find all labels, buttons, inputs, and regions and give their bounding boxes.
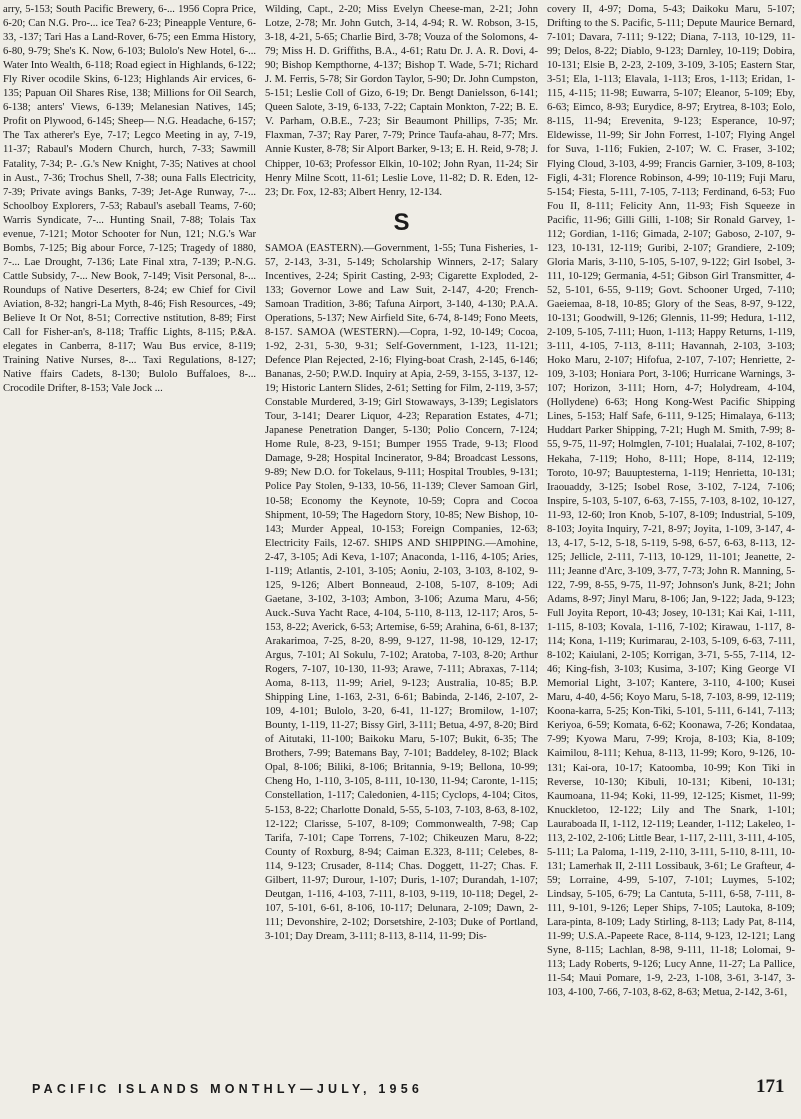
publication-line: PACIFIC ISLANDS MONTHLY—JULY, 1956	[32, 1082, 424, 1096]
column-left	[0, 3, 262, 1061]
index-text-middle-bottom: SAMOA (EASTERN).—Government, 1-55; Tuna Fisheries, 1-57, 2-143, 3-31, 5-149; Scholarship Winners, 2-17; Salary Incentives, 2-24; Spirit Casting, 2-93; Cigarette Exploded, 2-133; Governor Lowe and Law Suit, 2-147, 4-20; French-Samoan Tradition, 3-86; Tafuna Airport, 3-140, 4-130; P.A.A. Operations, 5-137; New Airfield Site, 6-74, 8-149; Fono Meets, 8-157. SAMOA (WESTERN).—Copra, 1-92, 10-149; Cocoa, 1-92, 2-31, 5-30, 9-31; Self-Government, 1-123, 11-121; Defence Plan Rejected, 2-16; Flying-boat Crash, 2-145, 6-146; Bananas, 2-50; P.W.D. Inquiry at Apia, 2-59, 3-155, 3-137, 12-19; Historic Lantern Slides, 2-61; Setting for Film, 2-119, 3-57; Constable Murdered, 3-19; Girl Stowaways, 3-139; Legislators Tour, 3-141; Dearer Liquor, 4-23; Reparation Estates, 4-71; Japanese Penetration Danger, 5-130; Polio Concern, 7-124; Home Rule, 8-23, 9-151; Bumper 1955 Trade, 9-13; Flood Damage, 9-28; Hospital Incinerator, 9-84; Broadcast Lessons, 9-89; New D.O. for Tokelaus, 9-111; Hospital Troubles, 9-131; Police Pay Stolen, 9-133, 10-56, 11-139; Clever Samoan Girl, 10-58; Economy the Keynote, 10-59; Copra and Cocoa Shipment, 10-59; The Hagedorn Story, 10-85; New Bishop, 10-143; Murder Appeal, 10-153; Foreign Companies, 12-63; Electricity Fails, 12-67. SHIPS AND SHIPPING.—Amohine, 2-47, 3-105; Adi Keva, 1-107; Anaconda, 1-116, 4-105; Aries, 1-119; Atlantis, 2-101, 3-105; Aoniu, 2-103, 3-103, 8-102, 9-125, 9-126; Albert Bonneaud, 2-108, 5-107, 8-109; Adi Gaetane, 3-102, 3-103; Ambon, 3-106; Azuma Maru, 4-56; Auck.-Suva Yacht Race, 4-104, 5-110, 8-113, 12-117; Aros, 5-153, 8-22; Averick, 6-53; Artemise, 6-59; Arahina, 6-61, 8-137; Arakarimoa, 7-25, 8-20, 8-99, 9-127, 11-98, 10-129, 12-17; Argus, 7-101; Al Sokulu, 7-102; Aratoba, 7-103, 8-20; Arthur Rogers, 7-107, 10-130, 11-93; Arawe, 7-111; Abraxas, 7-114; Aoma, 8-113, 11-99; Ariel, 9-123; Australia, 10-85; B.P. Shipping Line, 1-163, 2-31, 6-61; Babinda, 2-146, 2-107, 2-109, 4-101; Bulolo, 3-20, 6-41, 11-127; Bromilow, 1-107; Bounty, 1-119, 11-27; Bissy Girl, 3-111; Betua, 4-97, 8-20; Bird of Aitutaki, 11-100; Baikoku Maru, 5-107; Bukit, 6-35; The Brothers, 7-99; Batemans Bay, 7-101; Baddeley, 8-102; Black Opal, 8-106; Biliki, 8-106; Britannia, 9-19; Bellona, 10-99; Cheng Ho, 1-110, 3-105, 8-111, 10-130, 11-94; Caronte, 1-115; Constellation, 1-117; Caledonien, 4-115; Cyclops, 4-104; Citos, 5-153, 8-22; Charlotte Donald, 5-55, 5-103, 7-103, 8-63, 8-102, 12-122; Clarisse, 5-107, 8-109; Commonwealth, 7-98; Cap Tarifa, 7-101; Cape Torrens, 7-102; Chikeuzen Maru, 8-22; County of Roxburg, 8-94; Caiman E.323, 8-111; Celebes, 8-114, 9-123; Crusader, 8-114; Chas. Doggett, 11-27; Chas. F. Gilbert, 11-97; Durour, 1-107; Duris, 1-107; Durandah, 1-107; Deutgan, 1-116, 4-103, 7-111, 8-103, 9-119, 10-118; Degel, 2-107, 5-101, 6-61, 8-106, 10-117; Delunara, 2-109; Dawn, 2-111; Devonshire, 2-102; Dorsetshire, 2-103; Duke of Portland, 3-101; Day Dream, 3-111; 8-113, 8-114, 11-99; Dis-	[265, 242, 538, 942]
index-text-left: arry, 5-153; South Pacific Brewery, 6-... 1956 Copra Price, 6-20; Can N.G. Pro-... ice Tea? 6-23; Pineapple Venture, 6-33, -137; Tari Has a Land-Rover, 6-75; een Emma History, 6-80, 9-79; She's K. Now, 6-103; Bulolo's New Hotel, 6-... Water Into Wealth, 6-118; Road egiect in Highlands, 6-122; Fly River ocodile Skins, 6-123; Highlands Air ervices, 6-135; Papuan Oil Shares Rise, 138; Millions for Oil Search, 6-138; anters' Views, 6-139; Melanesian Natives, 145; Profit on Plywood, 6-145; Sheep— N.G. Headache, 6-157; The Tax atherer's Eye, 7-17; Legco Meeting in ay, 7-19, 11-37; Rabaul's Modern Church, hurch, 7-33; Sawmill Fatality, 7-34; P.- .G.'s New Knight, 7-35; Natives at chool in Aust., 7-36; Trochus Shell, 7-38; ouna Falls Electricity, 7-39; Private avings Banks, 7-39; Jet-Age Runway, 7-... Schoolboy Explorers, 7-53; Rabaul's aseball Teams, 7-60; Warris Syndicate, 7-... Hunting Snail, 7-88; Tolais Tax evenue, 7-121; Motor Schooter for Nun, 121; N.G.'s War Bombs, 7-125; Big abour Force, 7-125; Tragedy of 1880, 7-... Lae Drought, 7-136; Late Final xtra, 7-139; P.-N.G. Cattle Subsidy, 7-... New Book, 7-149; Visit Personal, 8-... Roundups of Native Deserters, 8-24; ew Chief for Civil Aviation, 8-32; hangri-La Myth, 8-46; Fish Resources, -49; Believe It Or Not, 8-51; Corrective nstitution, 8-89; First Call for Fisher-an's, 8-118; Traffic Lights, 8-115; P.&A. elegates in Canberra, 8-117; Wau Bus ervice, 8-119; Training Native Nurses, 8-... Taxi Regulations, 8-127; Native ffairs Cadets, 8-130; Bulolo Buffaloes, 8-... Crocodile Drifter, 8-153; Vale Jock ...	[3, 4, 256, 395]
index-text-middle-top: Wilding, Capt., 2-20; Miss Evelyn Cheese-man, 2-21; John Lotze, 2-78; Mr. John Gutch, 3-14, 4-94; R. W. Robson, 3-15, 3-18, 4-21, 5-65; Charlie Bird, 3-78; Vouza of the Solomons, 4-79; Miss H. D. Griffiths, B.A., 4-61; Ratu Dr. J. A. R. Dovi, 4-90; Bishop Kempthorne, 4-137; Bishop T. Wade, 5-71; Richard J. M. Ferris, 5-78; Sir Gordon Taylor, 5-90; Dr. John Cumpston, 5-151; Leslie Coll of Gizo, 6-19; Dr. Bengt Danielsson, 6-141; Queen Salote, 3-19, 6-133, 7-22; Captain Monkton, 7-22; B. E. V. Parham, O.B.E., 7-23; Sir Beaumont Phillips, 7-35; Mr. Flaxman, 7-37; Ray Parer, 7-79; Prince Taufa-ahau, 8-77; Mrs. Annie Kuster, 8-78; Sir Alport Barker, 9-13; E. H. Reid, 9-78; J. Chipper, 10-63; Professor Elkin, 10-102; John Ryan, 11-24; Sir Henry Milne Scott, 11-61; Leslie Love, 11-82; D. R. Eden, 12-23; Dr. Fox, 12-83; Albert Henry, 12-134.	[265, 4, 538, 198]
column-middle	[262, 3, 544, 1061]
column-right	[544, 3, 801, 1061]
index-columns	[0, 3, 801, 1061]
page-number: 171	[756, 1076, 785, 1097]
section-letter: S	[393, 208, 410, 236]
page-footer	[0, 1068, 801, 1108]
index-text-right: covery II, 4-97; Doma, 5-43; Daikoku Maru, 5-107; Drifting to the S. Pacific, 5-111; Depute Maurice Bernard, 7-101; Davara, 7-111; 9-122; Diana, 7-113, 10-129, 11-99; Delos, 8-22; Diablo, 9-123; Darnley, 10-119; Dobira, 10-131; Elsie B, 2-23, 2-109, 3-109, 3-105; Eastern Star, 3-51; Ela, 1-113; Elavala, 1-113; Eros, 1-113; Eridan, 1-115, 4-115; 11-98; Euwarra, 5-107; Eleanor, 5-109; Eby, 6-63; Eimco, 8-93; Eurydice, 8-97; Erytrea, 8-103; Eolo, 8-115, 11-94; Erevenita, 9-123; Esperance, 10-97; Eldewisse, 11-99; Sir John Forrest, 1-107; Flying Angel for Suva, 1-116; Fukien, 2-107; W. C. Fraser, 3-102; Flying Cloud, 3-103, 4-99; Francis Garnier, 3-109, 8-103; Figli, 4-31; Florence Robinson, 4-99; 10-119; Fuji Maru, 5-154; Fiesta, 5-111, 7-105, 7-113; Ferdinand, 6-53; Fuo Fou II, 8-111; Felicity Ann, 11-93; Fish Squeeze in Pacific, 11-96; Gilli Gilli, 1-108; Sir Ronald Garvey, 1-112; Gordian, 1-116; Gimada, 2-107; Gaboso, 2-107, 9-123, 10-131, 12-119; Guribi, 2-107; Grandiere, 2-109; Gloria Maris, 3-110, 5-105, 5-107, 9-122; Girl Isobel, 3-111, 10-129; Germania, 4-51; Gibson Girl Transmitter, 4-52, 5-101, 6-55, 9-119; Govt. Schooner Urged, 7-110; Gaeiemaa, 8-18, 10-85; Glory of the Seas, 8-97, 9-122, 10-131; Goodwill, 9-126; Glennis, 11-99; Hedura, 1-112, 2-109, 5-105, 7-111; Huon, 1-113; Happy Returns, 1-119, 3-111, 4-105, 7-113, 8-111; Havannah, 2-103, 3-103; Hoko Maru, 2-107; Hifofua, 2-107, 7-107; Henriette, 2-109, 3-103; Honiara Port, 3-106; Hurricane Warnings, 3-107; Horizon, 3-111; Horn, 4-7; Holydream, 4-104, (Hollydene) 6-63; Hong Kong-West Pacific Shipping Lines, 5-153; Half Safe, 6-111, 9-125; Himalaya, 6-113; Huddart Parker Shipping, 7-21; Hugh M. Smith, 7-99; 8-55, 9-75, 11-97; Holmglen, 7-101; Hualalai, 7-102, 8-107; Hekaha, 7-119; Hoho, 8-111; Hope, 8-114, 12-119; Toroto, 10-97; Bauuptesterna, 1-119; Henrietta, 10-131; Iraouaddy, 3-125; Isobel Rose, 3-102, 7-124, 7-106; Inspire, 5-103, 5-107, 6-63, 7-155, 7-103, 8-102, 10-127, 11-93, 12-60; Iron Knob, 5-107, 8-109; Industrial, 5-109, 8-103; Joyita Inquiry, 7-21, 8-97; Joyita, 1-109, 3-147, 4-13, 4-17, 5-12, 5-18, 5-119, 5-98, 6-57, 6-63, 8-113, 12-125; Jellicle, 2-111, 7-113, 10-129, 11-101; Jeanette, 2-111; Jeanne d'Arc, 3-109, 3-77, 7-73; John R. Manning, 5-122, 7-99, 8-55, 9-75, 11-97; Johnson's Junk, 8-21; John Adams, 8-97; Jinyl Maru, 8-106; Jan, 9-122; Jada, 9-123; Full Joyita Report, 10-43; Josey, 10-131; Kai Kai, 1-111, 1-115, 8-103; Kovala, 1-116, 7-102; Kirawau, 1-117, 8-114; Kona, 1-119; Kurimarau, 2-103, 5-109, 6-63, 7-111, 8-102; Kaiulani, 2-105; Korrigan, 3-71, 5-55, 7-114, 12-46; King-fish, 3-103; Kusima, 3-107; King George VI Memorial Light, 3-107; Kantere, 3-110, 4-100; Kusei Maru, 4-40, 4-56; Koyo Maru, 5-18, 7-103, 8-99, 12-119; Koona-karra, 5-25; Kon-Tiki, 5-101, 5-111, 6-141, 7-113; Keriyoa, 6-59; Komata, 6-62; Koonawa, 7-26; Kondataa, 7-99; Kyowa Maru, 7-99; Kroja, 8-103; Kia, 8-109; Kaimilou, 8-111; Kehua, 8-113, 11-99; Koro, 9-126, 10-131; Kai-ora, 10-17; Katoomba, 10-99; Kon Tiki in Reverse, 10-130; Kibuli, 10-131; Kibeni, 10-131; Kaumoana, 11-94; Koki, 11-99, 12-125; Kismet, 11-99; Knuckletoo, 12-122; Lily and The Snark, 1-101; Lauraboada II, 1-112, 12-119; Leander, 1-112; Lakeleo, 1-113, 2-102, 2-106; Little Bear, 1-117, 2-111, 3-111, 4-105, 5-111; La Paloma, 1-119, 2-110, 3-111, 5-110, 8-111, 10-131; Lamerhak II, 2-111 Lossibauk, 3-61; Le Grafteur, 4-59; Lorraine, 4-99, 5-107, 7-101; Luymes, 5-102; Lindsay, 5-105, 6-79; La Cantuta, 5-111, 6-58, 7-111, 8-111, 9-101, 9-126; Leper Ships, 7-105; Lautoka, 8-109; Lara-pinta, 8-109; Lady Stirling, 8-113; Lady Pat, 8-114, 11-99; U.S.A.-Papeete Race, 8-114, 9-123, 12-121; Lang Syne, 8-115; Lachlan, 8-98, 9-111, 11-18; Lolomai, 9-113; Lady Roberts, 9-126; Lucy Anne, 11-27; La Pallice, 11-54; Maui Pomare, 1-9, 2-23, 1-108, 3-61, 3-147, 3-103, 4-100, 7-66, 7-103, 8-62, 8-63; Metua, 2-142, 3-61,	[547, 4, 795, 999]
